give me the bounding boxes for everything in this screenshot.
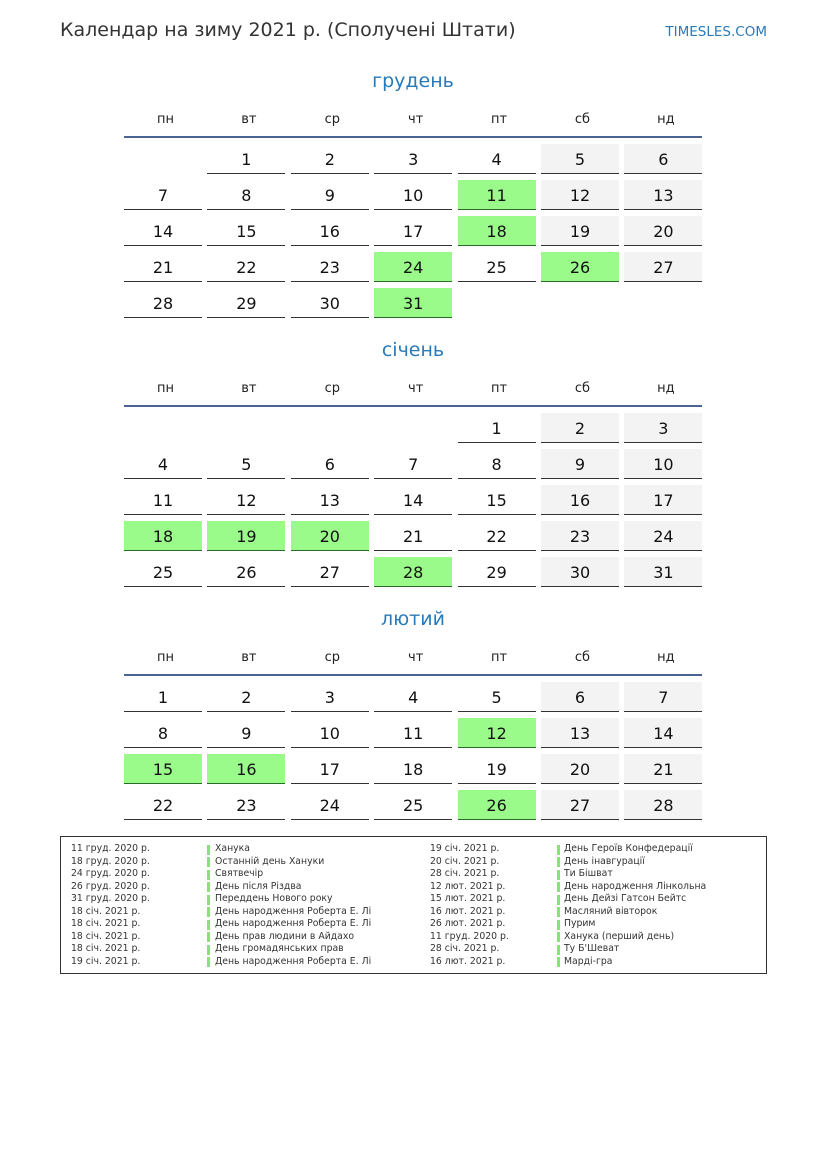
legend-date: 11 груд. 2020 р. (71, 843, 150, 854)
day-cell[interactable]: 25 (458, 252, 536, 282)
legend-holiday-name: День народження Роберта Е. Лі (215, 955, 372, 967)
day-cell[interactable]: 7 (124, 180, 202, 210)
weekday-header: сб (574, 381, 591, 396)
day-cell[interactable]: 1 (458, 413, 536, 443)
day-cell[interactable]: 9 (541, 449, 619, 479)
legend-date: 16 лют. 2021 р. (430, 955, 506, 967)
holiday-legend (60, 836, 767, 974)
day-cell[interactable]: 24 (624, 521, 702, 551)
weekday-header: пн (157, 381, 174, 396)
header-divider (124, 674, 702, 676)
legend-holiday-name: Марді-гра (564, 955, 613, 967)
day-cell[interactable]: 1 (207, 144, 285, 174)
legend-date: 15 лют. 2021 р. (430, 893, 506, 904)
legend-marker (207, 857, 210, 867)
page-title: Календар на зиму 2021 р. (Сполучені Штати) (60, 19, 516, 41)
weekday-header: вт (241, 381, 257, 396)
legend-date: 18 січ. 2021 р. (71, 918, 141, 929)
day-cell[interactable]: 15 (207, 216, 285, 246)
legend-date: 12 лют. 2021 р. (430, 880, 506, 892)
legend-date: 18 січ. 2021 р. (71, 930, 141, 942)
day-cell[interactable]: 27 (541, 790, 619, 820)
weekday-header: сб (574, 112, 591, 127)
day-cell[interactable]: 7 (374, 449, 452, 479)
day-cell[interactable]: 31 (624, 557, 702, 587)
legend-marker (557, 920, 560, 930)
day-cell[interactable]: 30 (541, 557, 619, 587)
legend-holiday-name: День народження Роберта Е. Лі (215, 905, 372, 917)
legend-holiday-name: День після Різдва (215, 880, 302, 892)
day-cell[interactable]: 22 (458, 521, 536, 551)
day-cell[interactable]: 9 (291, 180, 369, 210)
legend-marker (557, 895, 560, 905)
day-cell[interactable]: 6 (541, 682, 619, 712)
legend-holiday-name: День народження Роберта Е. Лі (215, 918, 372, 929)
legend-holiday-name: День Героїв Конфедерації (564, 843, 693, 854)
legend-holiday-name: День народження Лінкольна (564, 880, 707, 892)
day-cell[interactable]: 27 (624, 252, 702, 282)
day-cell[interactable]: 4 (124, 449, 202, 479)
month-title: грудень (372, 70, 454, 92)
weekday-header: нд (657, 650, 675, 665)
legend-holiday-name: Ти Бішват (564, 868, 613, 879)
weekday-header: пн (157, 112, 174, 127)
weekday-header: вт (241, 112, 257, 127)
day-cell[interactable]: 17 (291, 754, 369, 784)
day-cell[interactable]: 20 (541, 754, 619, 784)
day-cell[interactable]: 19 (541, 216, 619, 246)
day-cell[interactable]: 6 (624, 144, 702, 174)
day-cell[interactable]: 11 (124, 485, 202, 515)
weekday-header: нд (657, 381, 675, 396)
header-divider (124, 136, 702, 138)
legend-marker (207, 870, 210, 880)
legend-holiday-name: Святвечір (215, 868, 264, 879)
legend-holiday-name: Переддень Нового року (215, 893, 333, 904)
month-1 (124, 70, 702, 330)
legend-marker (557, 945, 560, 955)
day-cell[interactable]: 28 (624, 790, 702, 820)
legend-marker (557, 845, 560, 855)
day-cell[interactable]: 27 (291, 557, 369, 587)
weekday-header: пн (157, 650, 174, 665)
legend-holiday-name: День інавгурації (564, 855, 645, 867)
legend-marker (207, 957, 210, 967)
legend-holiday-name: День громадянських прав (215, 943, 344, 954)
legend-marker (207, 907, 210, 917)
day-cell[interactable]: 19 (458, 754, 536, 784)
legend-holiday-name: День Дейзі Гатсон Бейтс (564, 893, 687, 904)
weekday-header: ср (324, 381, 340, 396)
day-cell[interactable]: 2 (291, 144, 369, 174)
weekday-header: вт (241, 650, 257, 665)
holiday-day-cell[interactable]: 31 (374, 288, 452, 318)
holiday-day-cell[interactable]: 16 (207, 754, 285, 784)
day-cell[interactable]: 12 (207, 485, 285, 515)
legend-date: 28 січ. 2021 р. (430, 943, 500, 954)
weekday-header: ср (324, 112, 340, 127)
day-cell[interactable]: 13 (541, 718, 619, 748)
legend-marker (207, 945, 210, 955)
legend-date: 11 груд. 2020 р. (430, 930, 509, 942)
month-3 (124, 608, 702, 868)
legend-date: 19 січ. 2021 р. (71, 955, 141, 967)
weekday-header: пт (491, 650, 508, 665)
day-cell[interactable]: 4 (374, 682, 452, 712)
day-cell[interactable]: 6 (291, 449, 369, 479)
day-cell[interactable]: 25 (124, 557, 202, 587)
legend-date: 19 січ. 2021 р. (430, 843, 500, 854)
weekday-header: ср (324, 650, 340, 665)
header-divider (124, 405, 702, 407)
day-cell[interactable]: 3 (291, 682, 369, 712)
legend-marker (207, 882, 210, 892)
legend-date: 18 січ. 2021 р. (71, 905, 141, 917)
legend-marker (557, 907, 560, 917)
day-cell[interactable]: 11 (374, 718, 452, 748)
day-cell[interactable]: 21 (124, 252, 202, 282)
legend-date: 16 лют. 2021 р. (430, 905, 506, 917)
legend-holiday-name: Ханука (215, 843, 250, 854)
day-cell[interactable]: 17 (624, 485, 702, 515)
legend-date: 28 січ. 2021 р. (430, 868, 500, 879)
holiday-day-cell[interactable]: 26 (541, 252, 619, 282)
day-cell[interactable]: 28 (124, 288, 202, 318)
day-cell[interactable]: 23 (541, 521, 619, 551)
legend-holiday-name: Ту Б'Шеват (564, 943, 620, 954)
day-cell[interactable]: 3 (374, 144, 452, 174)
legend-marker (557, 932, 560, 942)
day-cell[interactable]: 1 (124, 682, 202, 712)
day-cell[interactable]: 5 (541, 144, 619, 174)
day-cell[interactable]: 4 (458, 144, 536, 174)
weekday-header: пт (491, 381, 508, 396)
day-cell[interactable]: 26 (207, 557, 285, 587)
weekday-header: чт (408, 381, 424, 396)
day-cell[interactable]: 17 (374, 216, 452, 246)
day-cell[interactable]: 2 (207, 682, 285, 712)
day-cell[interactable]: 23 (291, 252, 369, 282)
day-cell[interactable]: 13 (291, 485, 369, 515)
holiday-day-cell[interactable]: 11 (458, 180, 536, 210)
day-cell[interactable]: 16 (291, 216, 369, 246)
day-cell[interactable]: 21 (624, 754, 702, 784)
weekday-header: пт (491, 112, 508, 127)
day-cell[interactable]: 10 (624, 449, 702, 479)
holiday-day-cell[interactable]: 15 (124, 754, 202, 784)
day-cell[interactable]: 18 (374, 754, 452, 784)
day-cell[interactable]: 3 (624, 413, 702, 443)
day-cell[interactable]: 7 (624, 682, 702, 712)
day-cell[interactable]: 14 (124, 216, 202, 246)
holiday-day-cell[interactable]: 28 (374, 557, 452, 587)
legend-holiday-name: Останній день Хануки (215, 855, 325, 867)
legend-marker (207, 920, 210, 930)
legend-marker (557, 870, 560, 880)
legend-date: 26 груд. 2020 р. (71, 880, 150, 892)
day-cell[interactable]: 8 (458, 449, 536, 479)
day-cell[interactable]: 21 (374, 521, 452, 551)
month-title: лютий (381, 608, 445, 630)
day-cell[interactable]: 8 (207, 180, 285, 210)
holiday-day-cell[interactable]: 18 (458, 216, 536, 246)
weekday-header: нд (657, 112, 675, 127)
day-cell[interactable]: 14 (374, 485, 452, 515)
weekday-header: чт (408, 112, 424, 127)
day-cell[interactable]: 22 (124, 790, 202, 820)
day-cell[interactable]: 10 (374, 180, 452, 210)
day-cell[interactable]: 30 (291, 288, 369, 318)
legend-holiday-name: День прав людини в Айдахо (215, 930, 355, 942)
weekday-header: сб (574, 650, 591, 665)
legend-holiday-name: Пурим (564, 918, 596, 929)
day-cell[interactable]: 10 (291, 718, 369, 748)
day-cell[interactable]: 5 (458, 682, 536, 712)
holiday-day-cell[interactable]: 12 (458, 718, 536, 748)
day-cell[interactable]: 2 (541, 413, 619, 443)
legend-marker (557, 857, 560, 867)
day-cell[interactable]: 29 (207, 288, 285, 318)
legend-date: 24 груд. 2020 р. (71, 868, 150, 879)
holiday-day-cell[interactable]: 19 (207, 521, 285, 551)
day-cell[interactable]: 24 (291, 790, 369, 820)
day-cell[interactable]: 20 (624, 216, 702, 246)
legend-marker (557, 957, 560, 967)
legend-holiday-name: Масляний вівторок (564, 905, 658, 917)
site-link[interactable]: TIMESLES.COM (665, 24, 767, 40)
legend-date: 31 груд. 2020 р. (71, 893, 150, 904)
day-cell[interactable]: 29 (458, 557, 536, 587)
day-cell[interactable]: 16 (541, 485, 619, 515)
day-cell[interactable]: 22 (207, 252, 285, 282)
legend-marker (207, 845, 210, 855)
month-2 (124, 339, 702, 599)
day-cell[interactable]: 5 (207, 449, 285, 479)
month-title: січень (381, 339, 445, 361)
legend-marker (207, 932, 210, 942)
holiday-day-cell[interactable]: 26 (458, 790, 536, 820)
legend-date: 20 січ. 2021 р. (430, 855, 500, 867)
legend-marker (557, 882, 560, 892)
day-cell[interactable]: 23 (207, 790, 285, 820)
holiday-day-cell[interactable]: 24 (374, 252, 452, 282)
day-cell[interactable]: 8 (124, 718, 202, 748)
day-cell[interactable]: 9 (207, 718, 285, 748)
holiday-day-cell[interactable]: 18 (124, 521, 202, 551)
day-cell[interactable]: 13 (624, 180, 702, 210)
legend-date: 18 січ. 2021 р. (71, 943, 141, 954)
legend-date: 26 лют. 2021 р. (430, 918, 506, 929)
day-cell[interactable]: 12 (541, 180, 619, 210)
legend-holiday-name: Ханука (перший день) (564, 930, 675, 942)
legend-date: 18 груд. 2020 р. (71, 855, 150, 867)
legend-marker (207, 895, 210, 905)
holiday-day-cell[interactable]: 20 (291, 521, 369, 551)
weekday-header: чт (408, 650, 424, 665)
day-cell[interactable]: 25 (374, 790, 452, 820)
day-cell[interactable]: 14 (624, 718, 702, 748)
day-cell[interactable]: 15 (458, 485, 536, 515)
